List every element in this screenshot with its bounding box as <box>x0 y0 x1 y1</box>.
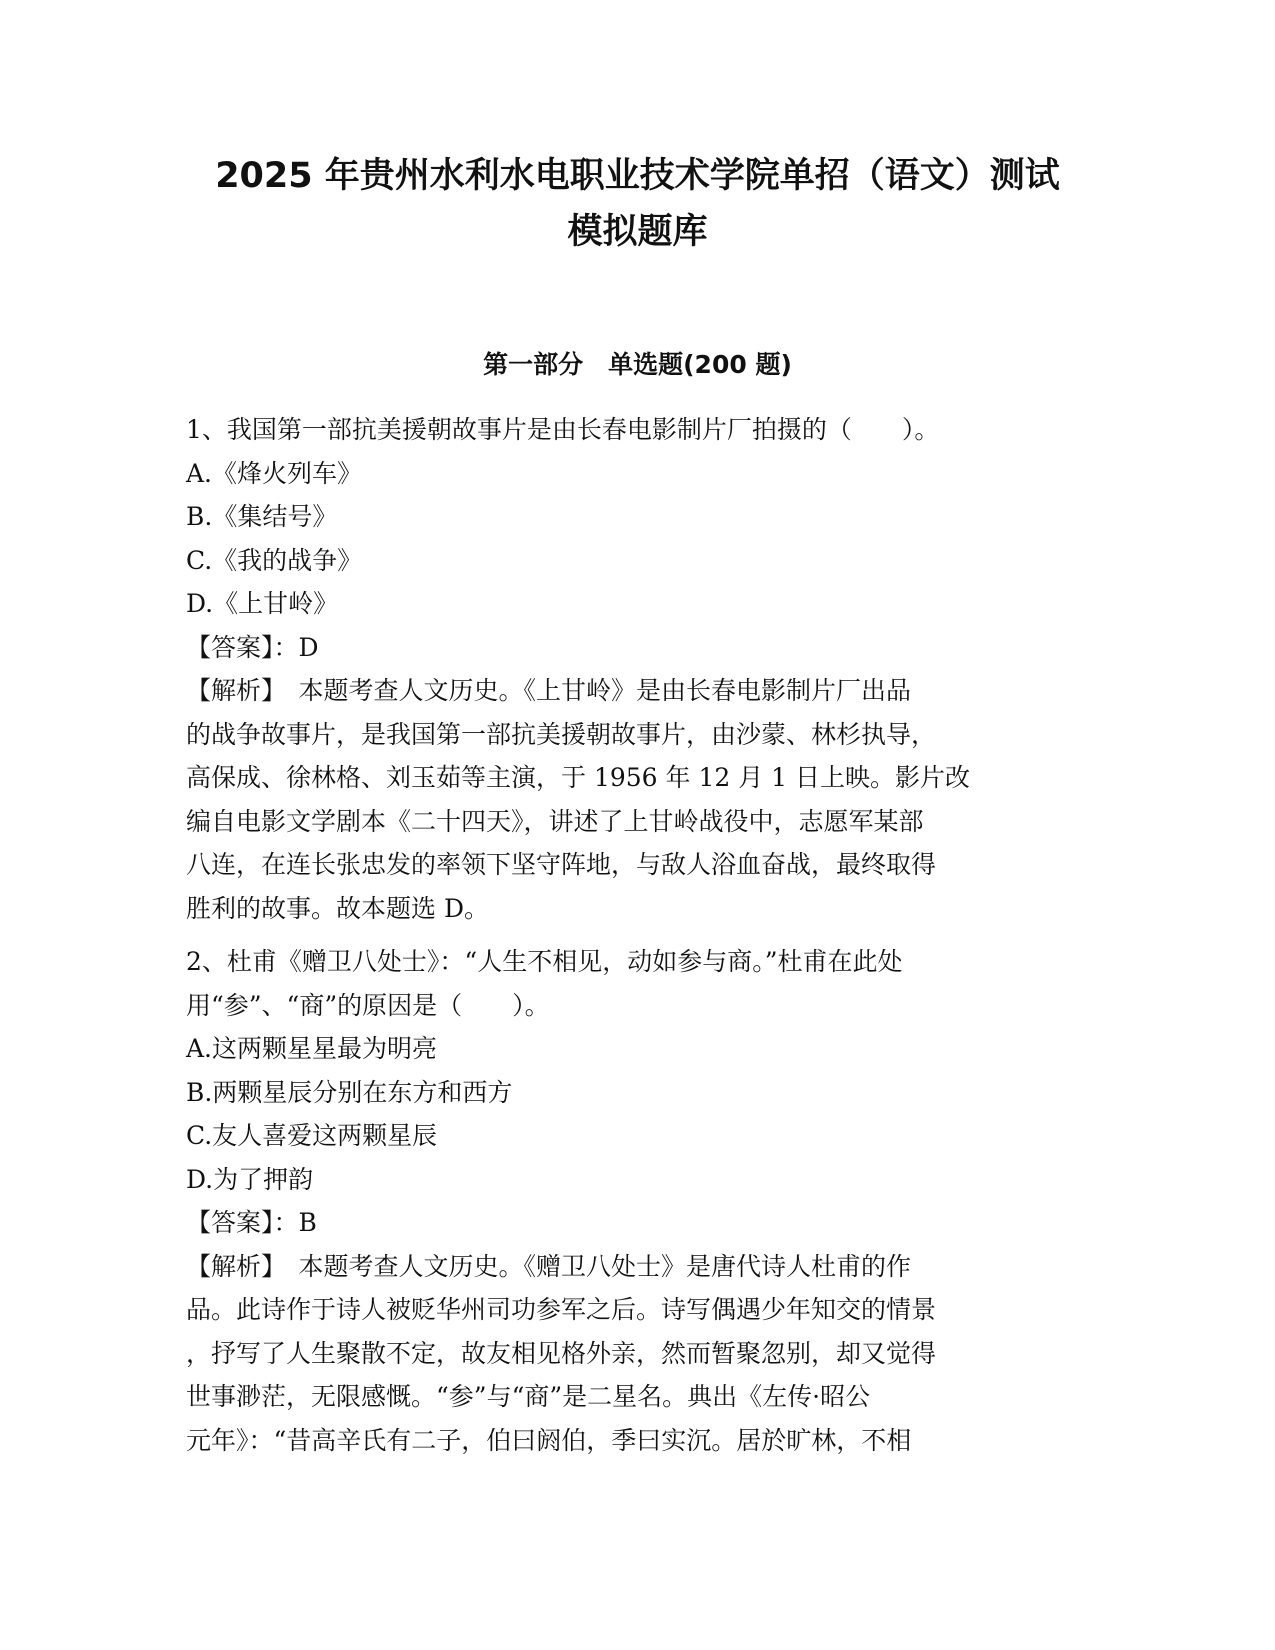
analysis-text: 本题考查人文历史。《上甘岭》是由长春电影制片厂出品 <box>298 676 912 705</box>
answer-label: 【答案】： <box>186 1208 299 1237</box>
option-c: C.友人喜爱这两颗星辰 <box>186 1121 438 1150</box>
analysis-line-5: 元年》：“昔高辛氏有二子，伯曰阏伯，季曰实沉。居於旷林，不相 <box>186 1425 912 1455</box>
option-b: B.两颗星辰分别在东方和西方 <box>186 1077 513 1107</box>
question-1 <box>186 408 1086 930</box>
answer-line <box>186 626 1086 670</box>
option-a: A.这两颗星星最为明亮 <box>186 1034 438 1063</box>
analysis-line-2: 的战争故事片，是我国第一部抗美援朝故事片，由沙蒙、林杉执导， <box>186 719 937 749</box>
answer-line <box>186 1201 1086 1245</box>
analysis-label: 【解析】 <box>186 676 274 705</box>
analysis-line-3: ，抒写了人生聚散不定，故友相见格外亲，然而暂聚忽别，却又觉得 <box>186 1338 937 1368</box>
analysis-label: 【解析】 <box>186 1251 274 1281</box>
analysis-line-1 <box>186 1245 1086 1289</box>
title-line-1: 2025 年贵州水利水电职业技术学院单招（语文）测试 <box>215 156 1060 196</box>
analysis-line-2: 品。此诗作于诗人被贬华州司功参军之后。诗写偶遇少年知交的情景 <box>186 1295 937 1324</box>
analysis-line-1 <box>186 669 1086 713</box>
option-d: D.为了押韵 <box>186 1164 314 1194</box>
analysis-line-4: 世事渺茫，无限感慨。“参”与“商”是二星名。典出《左传·昭公 <box>186 1382 871 1411</box>
answer-value: B <box>298 1208 317 1237</box>
document-title <box>150 148 1125 260</box>
answer-label: 【答案】： <box>186 632 299 662</box>
question-2 <box>186 940 1086 1462</box>
analysis-line-4: 编自电影文学剧本《二十四天》，讲述了上甘岭战役中，志愿军某部 <box>186 806 924 836</box>
title-line-2: 模拟题库 <box>567 212 708 252</box>
section-heading: 第一部分 单选题(200 题) <box>483 350 792 379</box>
question-list <box>186 408 1086 1462</box>
question-stem: 1、我国第一部抗美援朝故事片是由长春电影制片厂拍摄的（ ）。 <box>186 415 940 444</box>
question-spacer <box>186 930 1086 940</box>
analysis-line-5: 八连，在连长张忠发的率领下坚守阵地，与敌人浴血奋战，最终取得 <box>186 850 937 879</box>
option-d: D.《上甘岭》 <box>186 589 339 618</box>
option-c: C.《我的战争》 <box>186 545 363 575</box>
option-b: B.《集结号》 <box>186 502 338 531</box>
question-stem-line-2: 用“参”、“商”的原因是（ ）。 <box>186 990 550 1020</box>
question-stem-line-1: 2、杜甫《赠卫八处士》：“人生不相见，动如参与商。”杜甫在此处 <box>186 947 903 976</box>
option-a: A.《烽火列车》 <box>186 458 363 488</box>
analysis-text: 本题考查人文历史。《赠卫八处士》是唐代诗人杜甫的作 <box>298 1251 912 1281</box>
analysis-line-6: 胜利的故事。故本题选 D。 <box>186 893 489 923</box>
analysis-line-3: 高保成、徐林格、刘玉茹等主演，于 1956 年 12 月 1 日上映。影片改 <box>186 763 971 792</box>
answer-value: D <box>298 632 319 662</box>
